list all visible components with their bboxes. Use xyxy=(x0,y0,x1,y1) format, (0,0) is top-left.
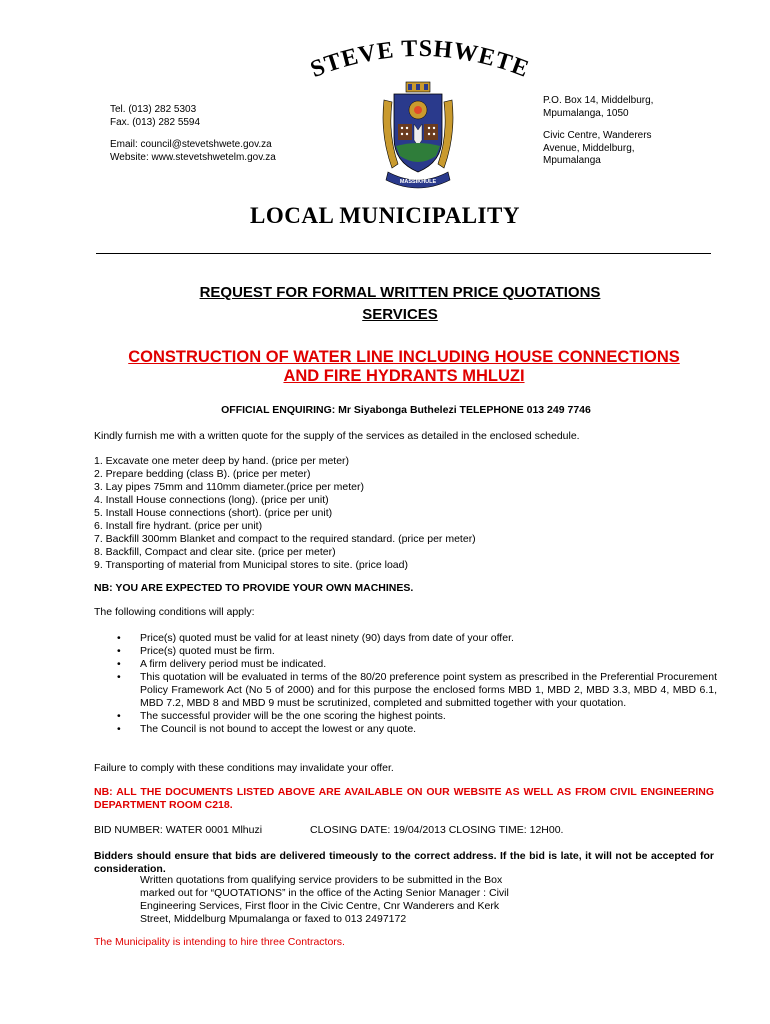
request-title xyxy=(0,282,770,326)
contact-details-left xyxy=(110,104,340,164)
service-item: 6. Install fire hydrant. (price per unit) xyxy=(94,520,263,532)
fax-number: Fax. (013) 282 5594 xyxy=(110,116,201,128)
service-item: 3. Lay pipes 75mm and 110mm diameter.(price per meter) xyxy=(94,481,365,493)
project-title xyxy=(0,348,770,386)
condition-text: A firm delivery period must be indicated. xyxy=(140,658,327,670)
bid-number: BID NUMBER: WATER 0001 Mlhuzi xyxy=(94,824,263,836)
condition-text: This quotation will be evaluated in terms of the 80/20 preference point system as prescribed in the Preferential Procurement Policy Framework Act (No 5 of 2000) and for this purpose the enclosed forms MBD 1, MBD 2, MBD 3.3, MBD 4, MBD 6.1, MBD 7.2, MBD 8 and MBD 9 must be scrutinized, completed and submitted together with your quotation. xyxy=(140,671,717,709)
closing-date-time: CLOSING DATE: 19/04/2013 CLOSING TIME: 12H00. xyxy=(310,824,564,836)
telephone-number: Tel. (013) 282 5303 xyxy=(110,104,197,115)
civic-centre-line-1: Civic Centre, Wanderers xyxy=(543,130,652,141)
service-item: 7. Backfill 300mm Blanket and compact to the required standard. (price per meter) xyxy=(94,533,476,545)
condition-item xyxy=(117,645,717,658)
service-item: 8. Backfill, Compact and clear site. (price per meter) xyxy=(94,546,336,558)
request-title-line-2: SERVICES xyxy=(362,306,438,323)
bullet: • xyxy=(117,658,121,670)
bullet: • xyxy=(117,710,121,722)
po-box-line-2: Mpumalanga, 1050 xyxy=(543,107,629,119)
condition-text: Price(s) quoted must be valid for at least ninety (90) days from date of your offer. xyxy=(140,632,514,644)
official-enquiring: OFFICIAL ENQUIRING: Mr Siyabonga Buthelezi TELEPHONE 013 249 7746 xyxy=(221,404,591,416)
service-item: 2. Prepare bedding (class B). (price per meter) xyxy=(94,468,311,480)
submission-line: Written quotations from qualifying service providers to be submitted in the Box xyxy=(140,874,503,886)
condition-item xyxy=(117,658,717,671)
nb-documents-availability: NB: ALL THE DOCUMENTS LISTED ABOVE ARE AVAILABLE ON OUR WEBSITE AS WELL AS FROM CIVIL ENGINEERING DEPARTMENT ROOM C218. xyxy=(94,786,714,811)
service-item: 9. Transporting of material from Municipal stores to site. (price load) xyxy=(94,559,408,571)
bullet: • xyxy=(117,723,121,735)
bullet: • xyxy=(117,645,121,657)
local-municipality-heading: LOCAL MUNICIPALITY xyxy=(250,203,520,228)
condition-text: The successful provider will be the one scoring the highest points. xyxy=(140,710,446,722)
services-list xyxy=(94,455,714,572)
header-divider xyxy=(96,253,711,254)
crest-motto: MASSIKHULE xyxy=(399,179,437,185)
municipal-crest-logo xyxy=(378,80,458,192)
submission-line: marked out for “QUOTATIONS” in the office of the Acting Senior Manager : Civil xyxy=(140,887,509,899)
email-address: Email: council@stevetshwete.gov.za xyxy=(110,139,272,150)
condition-item xyxy=(117,723,717,736)
svg-text:STEVE TSHWETE xyxy=(307,40,533,83)
service-item: 4. Install House connections (long). (price per unit) xyxy=(94,494,329,506)
bullet: • xyxy=(117,632,121,644)
po-box-line-1: P.O. Box 14, Middelburg, xyxy=(543,95,654,106)
contact-details-right xyxy=(543,95,693,168)
municipality-name-text: STEVE TSHWETE xyxy=(307,40,533,83)
civic-centre-line-3: Mpumalanga xyxy=(543,155,601,166)
website-address: Website: www.stevetshwetelm.gov.za xyxy=(110,151,276,163)
civic-centre-line-2: Avenue, Middelburg, xyxy=(543,142,635,154)
nb-machines: NB: YOU ARE EXPECTED TO PROVIDE YOUR OWN MACHINES. xyxy=(94,582,414,594)
submission-line: Street, Middelburg Mpumalanga or faxed to 013 2497172 xyxy=(140,913,407,925)
service-item: 5. Install House connections (short). (price per unit) xyxy=(94,507,333,519)
intro-paragraph: Kindly furnish me with a written quote for the supply of the services as detailed in the enclosed schedule. xyxy=(94,430,580,442)
submission-instructions xyxy=(140,874,560,926)
request-title-line-1: REQUEST FOR FORMAL WRITTEN PRICE QUOTATIONS xyxy=(199,284,601,301)
condition-item xyxy=(117,710,717,723)
project-title-line-2: AND FIRE HYDRANTS MHLUZI xyxy=(283,367,525,385)
condition-item xyxy=(117,632,717,645)
project-title-line-1: CONSTRUCTION OF WATER LINE INCLUDING HOUSE CONNECTIONS xyxy=(128,348,680,366)
service-item: 1. Excavate one meter deep by hand. (price per meter) xyxy=(94,455,350,467)
condition-text: Price(s) quoted must be firm. xyxy=(140,645,275,657)
conditions-intro: The following conditions will apply: xyxy=(94,606,255,618)
condition-item xyxy=(117,671,717,710)
bullet: • xyxy=(117,671,121,683)
condition-text: The Council is not bound to accept the lowest or any quote. xyxy=(140,723,417,735)
submission-line: Engineering Services, First floor in the Civic Centre, Cnr Wanderers and Kerk xyxy=(140,900,500,912)
failure-warning: Failure to comply with these conditions may invalidate your offer. xyxy=(94,762,394,774)
bid-info-line xyxy=(94,824,563,837)
bidders-late-warning: Bidders should ensure that bids are delivered timeously to the correct address. If the bid is late, it will not be accepted for consideration. xyxy=(94,850,714,875)
conditions-list xyxy=(117,632,717,736)
contractors-note: The Municipality is intending to hire three Contractors. xyxy=(94,936,345,948)
